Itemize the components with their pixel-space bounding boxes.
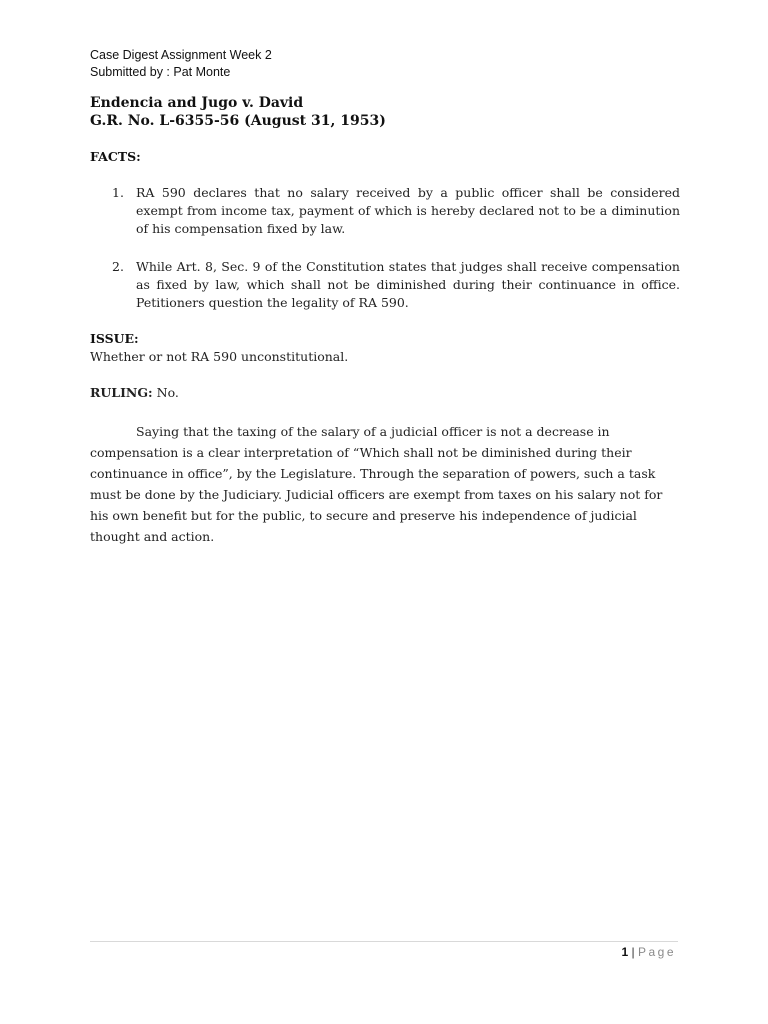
page-footer [621, 944, 676, 960]
page-word: Page [637, 945, 676, 959]
ruling-paragraph: Saying that the taxing of the salary of a judicial officer is not a decrease in compensation is a clear interpretation of “Which shall not be diminished during their continuance in office”, by the Legislature. Through the separation of powers, such a task must be done by the Judiciary. Judicial officers are exempt from taxes on his salary not for his own benefit but for the public, to secure and preserve his independence of judicial thought and action. [90, 424, 663, 544]
facts-heading: FACTS: [90, 149, 141, 164]
assignment-label: Case Digest Assignment Week 2 [90, 48, 272, 62]
footer-separator: | [631, 945, 635, 959]
case-citation: G.R. No. L-6355-56 (August 31, 1953) [90, 113, 386, 129]
ruling-value: No. [156, 385, 179, 400]
case-title: Endencia and Jugo v. David [90, 95, 304, 111]
fact-text: RA 590 declares that no salary received by a public officer shall be considered exempt from income tax, payment of which is hereby declared not to be a diminution of his compensation fixed by law. [136, 185, 680, 236]
submitted-by-label: Submitted by : Pat Monte [90, 65, 231, 79]
issue-heading: ISSUE: [90, 331, 139, 346]
fact-number: 2. [112, 259, 124, 274]
page-number: 1 [621, 945, 629, 959]
fact-number: 1. [112, 185, 124, 200]
ruling-label: RULING: [90, 385, 153, 400]
fact-text: While Art. 8, Sec. 9 of the Constitution states that judges shall receive compensation as fixed by law, which shall not be diminished during their continuance in office. Petitioners question the legality of RA 590. [136, 259, 680, 310]
ruling-line [90, 384, 690, 402]
footer-divider [90, 941, 678, 942]
issue-text: Whether or not RA 590 unconstitutional. [90, 349, 349, 364]
